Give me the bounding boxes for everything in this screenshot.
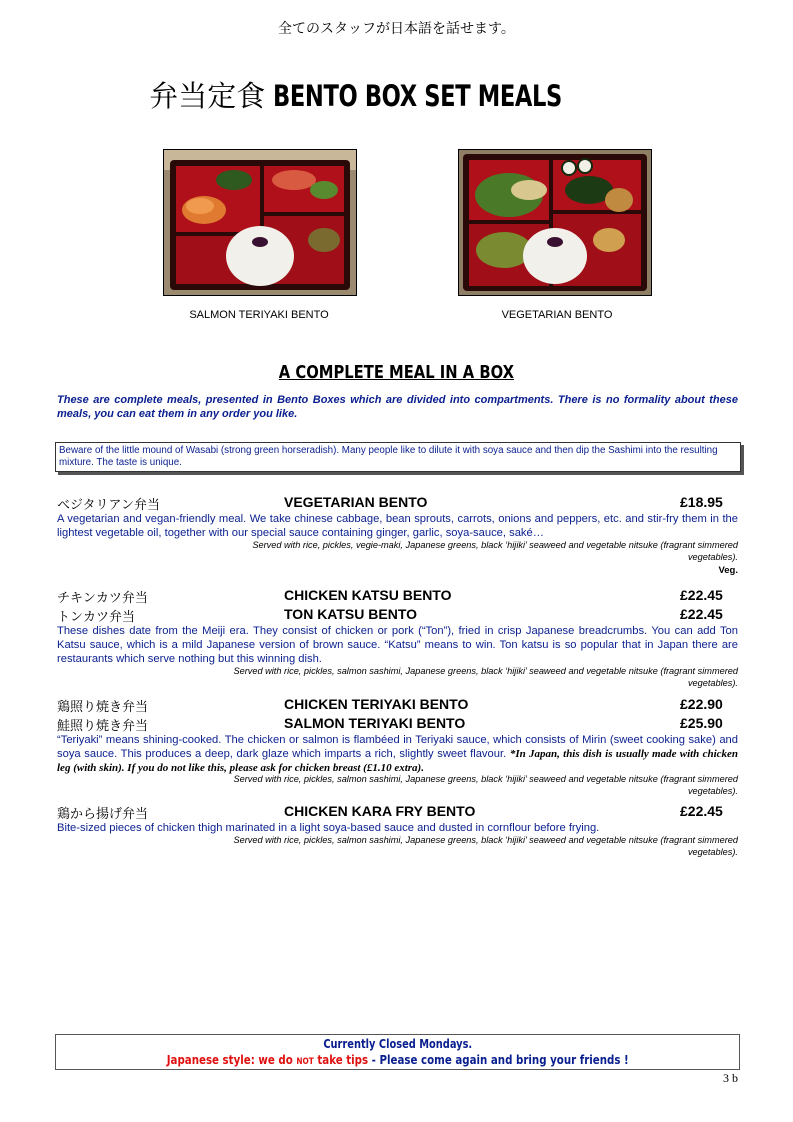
dish-name-en: SALMON TERIYAKI BENTO: [284, 715, 466, 731]
dish-name-jp: チキンカツ弁当: [57, 591, 148, 606]
dish-name-jp: トンカツ弁当: [57, 610, 136, 625]
menu-item-vegetarian: [57, 494, 738, 512]
dish-price: £22.45: [680, 803, 723, 819]
menu-item-salmon-teriyaki: [57, 715, 738, 733]
menu-item-chicken-kara-fry: [57, 803, 738, 821]
section-intro: These are complete meals, presented in Bento Boxes which are divided into compartments. There is no formality about these meals, you can eat them in any order you like.: [57, 394, 738, 420]
dish-served-with: Served with rice, pickles, vegie-maki, Japanese greens, black ‘hijiki’ seaweed and vegetable nitsuke (fragrant simmered vegetables).: [252, 540, 738, 562]
salmon-bento-caption: SALMON TERIYAKI BENTO: [189, 309, 329, 321]
dish-price: £22.45: [680, 606, 723, 622]
dish-price: £18.95: [680, 494, 723, 510]
salmon-bento-photo: [163, 149, 357, 296]
title-english: BENTO BOX SET MEALS: [273, 79, 563, 113]
dish-description: Bite-sized pieces of chicken thigh marinated in a light soya-based sauce and dusted in cornflour before frying.: [57, 822, 600, 834]
menu-item-chicken-katsu: [57, 587, 738, 605]
title-japanese: 弁当定食: [149, 79, 266, 113]
wasabi-note-box: Beware of the little mound of Wasabi (strong green horseradish). Many people like to dilute it with soya sauce and then dip the Sashimi into the resulting mixture. The taste is unique.: [55, 442, 741, 472]
dish-name-en: CHICKEN KATSU BENTO: [284, 587, 452, 603]
dish-name-jp: 鶏照り焼き弁当: [57, 700, 149, 715]
footer-notice-box: [55, 1034, 740, 1070]
page-number: 3 b: [723, 1071, 738, 1085]
dish-name-en: CHICKEN TERIYAKI BENTO: [284, 696, 469, 712]
teriyaki-chicken-note: *In Japan, this dish is usually made with chicken leg (with skin). If you do not like this, please ask for chicken breast (£1.10 extra).: [57, 748, 739, 774]
dish-name-jp: ベジタリアン弁当: [57, 498, 160, 513]
dish-price: £22.45: [680, 587, 723, 603]
dish-name-en: VEGETARIAN BENTO: [284, 494, 428, 510]
dish-description: [57, 733, 738, 775]
menu-item-ton-katsu: [57, 606, 738, 624]
dish-price: £22.90: [680, 696, 723, 712]
dish-name-jp: 鶏から揚げ弁当: [57, 807, 149, 822]
menu-item-chicken-teriyaki: [57, 696, 738, 714]
dish-served-with: Served with rice, pickles, salmon sashimi, Japanese greens, black ‘hijiki’ seaweed and vegetable nitsuke (fragrant simmered vegetables).: [233, 666, 738, 688]
dish-name-en: CHICKEN KARA FRY BENTO: [284, 803, 476, 819]
teriyaki-description-text: “Teriyaki” means shining-cooked. The chicken or salmon is flambéed in Teriyaki sauce, which consists of Mirin (sweet cooking sake) and soya sauce. This produces a deep, dark glaze which imparts a rich, slightly sweet flavour.: [57, 734, 738, 760]
section-heading: A COMPLETE MEAL IN A BOX: [278, 362, 515, 383]
dish-served-with: Served with rice, pickles, salmon sashimi, Japanese greens, black ‘hijiki’ seaweed and vegetable nitsuke (fragrant simmered vegetables).: [233, 835, 738, 857]
vegetarian-tag: Veg.: [718, 565, 738, 576]
page-title: [0, 74, 793, 115]
vegetarian-bento-caption: VEGETARIAN BENTO: [501, 309, 613, 321]
closed-notice: Currently Closed Mondays.: [323, 1037, 472, 1051]
dish-description: A vegetarian and vegan-friendly meal. We take chinese cabbage, bean sprouts, carrots, onions and peppers, etc. and stir-fry them in the lightest vegetable oil, together with our special sauce containing ginger, garlic, soya-sauce, saké…: [57, 513, 738, 539]
dish-description: These dishes date from the Meiji era. They consist of chicken or pork (“Ton”), fried in crisp Japanese breadcrumbs. You can add Ton Katsu sauce, which is a mild Japanese version of brown sauce. “Katsu” means to win. Ton katsu is so popular that in Japan there are restaurants which serve nothing but this winning dish.: [57, 625, 738, 665]
dish-served-with: Served with rice, pickles, salmon sashimi, Japanese greens, black ‘hijiki’ seaweed and vegetable nitsuke (fragrant simmered vegetables).: [233, 774, 738, 796]
dish-price: £25.90: [680, 715, 723, 731]
staff-language-note: 全てのスタッフが日本語を話せます。: [278, 21, 515, 37]
vegetarian-bento-photo: [458, 149, 652, 296]
dish-name-jp: 鮭照り焼き弁当: [57, 719, 149, 734]
dish-name-en: TON KATSU BENTO: [284, 606, 418, 622]
tips-notice: Japanese style: we do NOT take tips - Please come again and bring your friends !: [166, 1052, 629, 1067]
